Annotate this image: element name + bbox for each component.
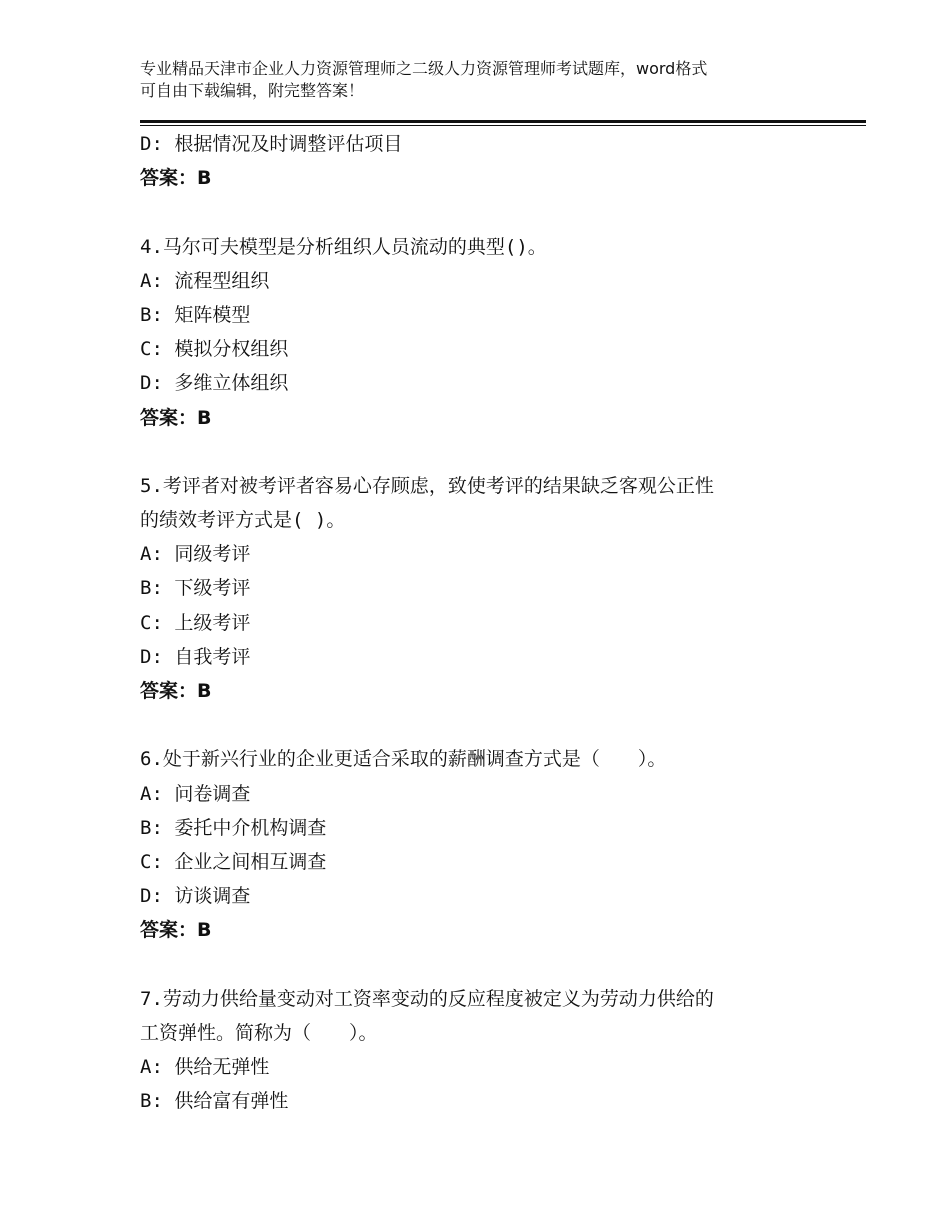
question-text: 6.处于新兴行业的企业更适合采取的薪酬调查方式是（ ）。	[140, 748, 667, 771]
answer-option: C: 企业之间相互调查	[140, 850, 327, 873]
answer-option: B: 供给富有弹性	[140, 1090, 289, 1113]
answer-option: A: 同级考评	[140, 543, 251, 566]
question-block	[140, 469, 820, 708]
answer-option: C: 模拟分权组织	[140, 338, 289, 361]
answer-option: D: 访谈调查	[140, 885, 251, 908]
answer-option: B: 矩阵模型	[140, 303, 251, 326]
header-rule-thick	[140, 120, 866, 123]
answer-option: B: 下级考评	[140, 577, 251, 600]
question-text: 7.劳动力供给量变动对工资率变动的反应程度被定义为劳动力供给的	[140, 987, 714, 1010]
answer-key: 答案：B	[140, 680, 212, 702]
page-header	[140, 58, 820, 102]
question-text: 4.马尔可夫模型是分析组织人员流动的典型()。	[140, 235, 547, 258]
block-spacer	[140, 948, 820, 982]
question-block	[140, 742, 820, 947]
answer-option: D: 多维立体组织	[140, 372, 289, 395]
answer-option: A: 供给无弹性	[140, 1056, 270, 1079]
question-text: 的绩效考评方式是( )。	[140, 509, 346, 532]
question-block	[140, 982, 820, 1119]
answer-option: A: 流程型组织	[140, 269, 270, 292]
block-spacer	[140, 435, 820, 469]
answer-key: 答案：B	[140, 919, 212, 942]
answer-option: D: 自我考评	[140, 645, 251, 668]
question-list	[140, 127, 820, 1118]
question-block	[140, 230, 820, 435]
answer-option: A: 问卷调查	[140, 782, 251, 805]
answer-option: B: 委托中介机构调查	[140, 816, 327, 839]
block-spacer	[140, 195, 820, 229]
answer-option: C: 上级考评	[140, 611, 251, 634]
answer-key: 答案：B	[140, 167, 212, 190]
header-rule-thin	[140, 125, 866, 126]
answer-key: 答案：B	[140, 406, 212, 429]
answer-option: D: 根据情况及时调整评估项目	[140, 133, 403, 155]
block-spacer	[140, 708, 820, 742]
header-line-2: 可自由下载编辑，附完整答案！	[140, 81, 365, 100]
question-text: 工资弹性。简称为（ ）。	[140, 1021, 378, 1044]
question-block	[140, 127, 820, 195]
question-text: 5.考评者对被考评者容易心存顾虑，致使考评的结果缺乏客观公正性	[140, 474, 714, 497]
header-line-1: 专业精品天津市企业人力资源管理师之二级人力资源管理师考试题库，word格式	[140, 59, 708, 78]
